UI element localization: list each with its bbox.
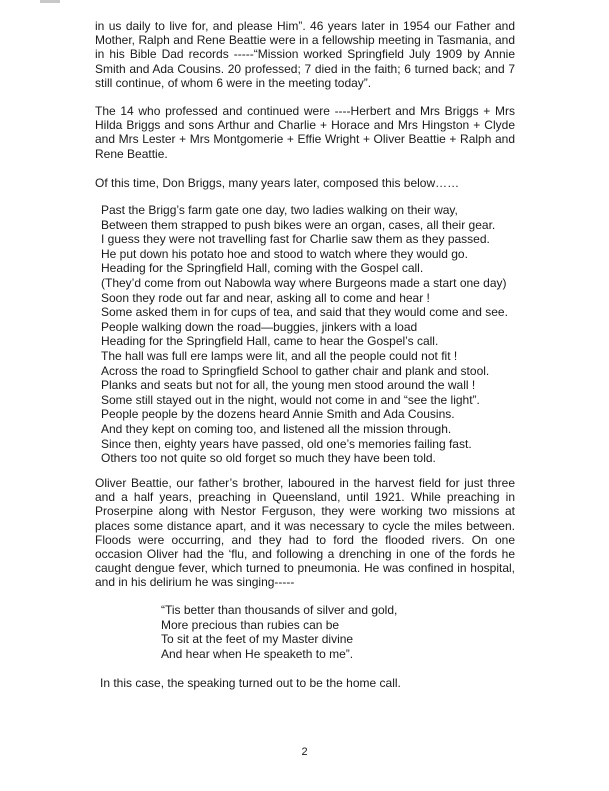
verse-line: “Tis better than thousands of silver and gold,: [161, 603, 398, 617]
poem-line: Heading for the Springfield Hall, coming with the Gospel call.: [101, 261, 424, 276]
poem-line: Planks and seats but not for all, the young men stood around the wall !: [101, 378, 476, 393]
poem-line: Some still stayed out in the night, would not come in and “see the light”.: [101, 392, 480, 407]
intro-to-poem-line: Of this time, Don Briggs, many years later, composed this below……: [95, 176, 460, 190]
poem-line: The hall was full ere lamps were lit, and all the people could not fit !: [101, 348, 458, 363]
verse-line: And hear when He speaketh to me”.: [161, 646, 354, 661]
poem-line: Others too not quite so old forget so much they have been told.: [101, 451, 436, 466]
verse-line: To sit at the feet of my Master divine: [161, 632, 354, 647]
hymn-verse: [161, 603, 397, 661]
poem-line: Heading for the Springfield Hall, came to hear the Gospel’s call.: [101, 334, 439, 349]
poem-line: And they kept on coming too, and listened all the mission through.: [101, 421, 452, 436]
opening-paragraph: in us daily to live for, and please Him”. 46 years later in 1954 our Father and Mother, Ralph and Rene Beattie were in a fellowship meeting in Tasmania, and in his Bible Dad records -----“Mission worked Springfield July 1909 by Annie Smith and Ada Cousins. 20 professed; 7 died in the faith; 6 turned back; and 7 still continue, of whom 6 were in the meeting today”.: [95, 19, 515, 90]
poem-line: Since then, eighty years have passed, old one’s memories failing fast.: [101, 436, 472, 451]
poem-line: Soon they rode out far and near, asking all to come and hear !: [101, 290, 430, 305]
poem-line: He put down his potato hoe and stood to watch where they would go.: [101, 246, 468, 261]
professed-paragraph: The 14 who professed and continued were ----Herbert and Mrs Briggs + Mrs Hilda Briggs and sons Arthur and Charlie + Horace and Mrs Hingston + Clyde and Mrs Lester + Mrs Montgomerie + Effie Wright + Oliver Beattie + Ralph and Rene Beattie.: [95, 104, 515, 161]
poem-line: (They’d come from out Nabowla way where Burgeons made a start one day): [101, 275, 507, 290]
poem-line: Past the Brigg’s farm gate one day, two ladies walking on their way,: [101, 203, 458, 217]
poem-line: Across the road to Springfield School to gather chair and plank and stool.: [101, 363, 490, 378]
page-number: 2: [301, 746, 308, 758]
poem-line: Between them strapped to push bikes were an organ, cases, all their gear.: [101, 217, 496, 232]
closing-line: In this case, the speaking turned out to be the home call.: [100, 676, 401, 690]
poem-line: People people by the dozens heard Annie Smith and Ada Cousins.: [101, 407, 455, 422]
oliver-beattie-paragraph: Oliver Beattie, our father’s brother, laboured in the harvest field for just three and a half years, preaching in Queensland, until 1921. While preaching in Proserpine along with Nestor Ferguson, they were working two missions at places some distance apart, and it was necessary to cycle the miles between. Floods were occurring, and they had to ford the flooded rivers. On one occasion Oliver had the ‘flu, and following a drenching in one of the fords he caught dengue fever, which turned to pneumonia. He was confined in hospital, and in his delirium he was singing-----: [95, 476, 515, 590]
poem: [101, 203, 508, 466]
verse-line: More precious than rubies can be: [161, 617, 340, 632]
poem-line: People walking down the road—buggies, jinkers with a load: [101, 319, 418, 334]
poem-line: Some asked them in for cups of tea, and said that they would come and see.: [101, 305, 508, 320]
poem-line: I guess they were not travelling fast for Charlie saw them as they passed.: [101, 232, 490, 247]
